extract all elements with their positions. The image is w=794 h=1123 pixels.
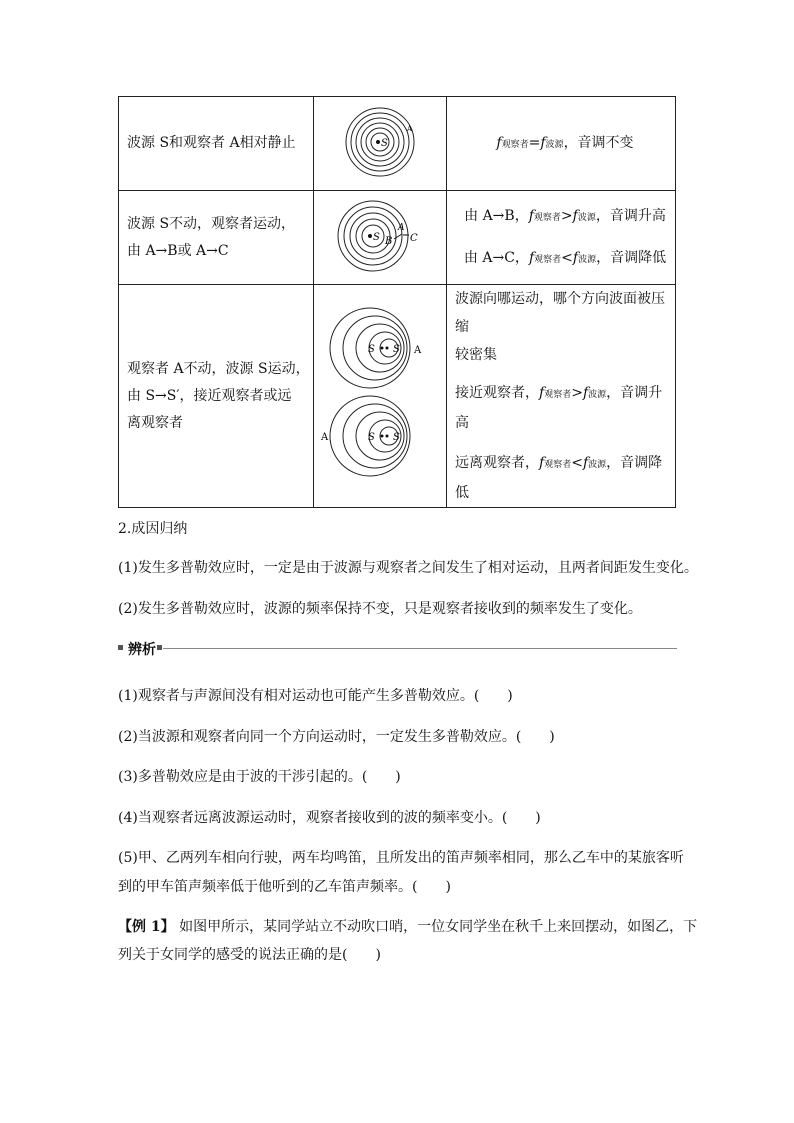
svg-text:S: S: [393, 344, 400, 355]
section-title: 2.成因归纳: [118, 521, 188, 537]
svg-text:S: S: [368, 432, 375, 443]
analysis-label: 辨析: [128, 642, 156, 658]
row3-figure: [314, 285, 447, 508]
row2-figure: [314, 191, 447, 285]
concentric-waves-figure: [344, 106, 416, 178]
divider-dot: [118, 645, 123, 650]
row3-desc: 观察者 A不动，波源 S运动， 由 S→S′，接近观察者或远 离观察者: [119, 285, 314, 508]
question-4: (4)当观察者远离波源运动时，观察者接收到的波的频率变小。( ): [118, 810, 541, 826]
table-row-static: [119, 97, 676, 191]
row1-desc: 波源 S和观察者 A相对静止: [119, 97, 314, 191]
question-5-line1: (5)甲、乙两列车相向行驶，两车均鸣笛，且所发出的笛声频率相同，那么乙车中的某旅客听: [118, 850, 684, 866]
label-s: S: [381, 137, 388, 149]
question-2: (2)当波源和观察者向同一个方向运动时，一定发生多普勒效应。( ): [118, 729, 555, 745]
svg-text:S: S: [373, 231, 380, 243]
question-1: (1)观察者与声源间没有相对运动也可能产生多普勒效应。( ): [118, 688, 513, 704]
svg-text:C: C: [410, 232, 418, 244]
row1-figure: [314, 97, 447, 191]
cause-1: (1)发生多普勒效应时，一定是由于波源与观察者之间发生了相对运动，且两者间距发生变化。: [118, 560, 698, 576]
svg-text:A: A: [414, 345, 422, 356]
svg-text:B: B: [385, 235, 393, 247]
question-5-line2: 到的甲车笛声频率低于他听到的乙车笛声频率。( ): [118, 879, 451, 895]
row1-result: f观察者=f波源，音调不变: [447, 97, 676, 191]
divider-line: [163, 648, 677, 649]
svg-text:S: S: [393, 432, 400, 443]
label-a: A: [407, 124, 413, 133]
example-line1: 如图甲所示，某同学站立不动吹口哨，一位女同学坐在秋千上来回摆动，如图乙，下: [179, 919, 698, 935]
example-tag: 【例 1】: [118, 919, 175, 935]
question-3: (3)多普勒效应是由于波的干涉引起的。( ): [118, 769, 401, 785]
source-moving-waves-figure: [318, 304, 442, 484]
doppler-table: [118, 96, 676, 508]
cause-2: (2)发生多普勒效应时，波源的频率保持不变，只是观察者接收到的频率发生了变化。: [118, 601, 642, 617]
example-1: [118, 916, 697, 936]
svg-text:A: A: [398, 222, 405, 233]
row2-desc: 波源 S不动，观察者运动， 由 A→B或 A→C: [119, 191, 314, 285]
row3-result: 波源向哪运动，哪个方向波面被压缩 较密集 接近观察者，f观察者>f波源，音调升高 远离观察者，f观察者<f波源，音调降低: [447, 285, 676, 508]
observer-moving-waves-figure: [335, 198, 425, 274]
svg-text:A: A: [321, 432, 329, 443]
table-row-observer-moving: [119, 191, 676, 285]
example-line2: 列关于女同学的感受的说法正确的是( ): [118, 947, 381, 963]
table-row-source-moving: [119, 285, 676, 508]
svg-text:S: S: [368, 344, 375, 355]
divider-dot: [157, 645, 162, 650]
row2-result: 由 A→B，f观察者>f波源，音调升高 由 A→C，f观察者<f波源，音调降低: [447, 191, 676, 285]
